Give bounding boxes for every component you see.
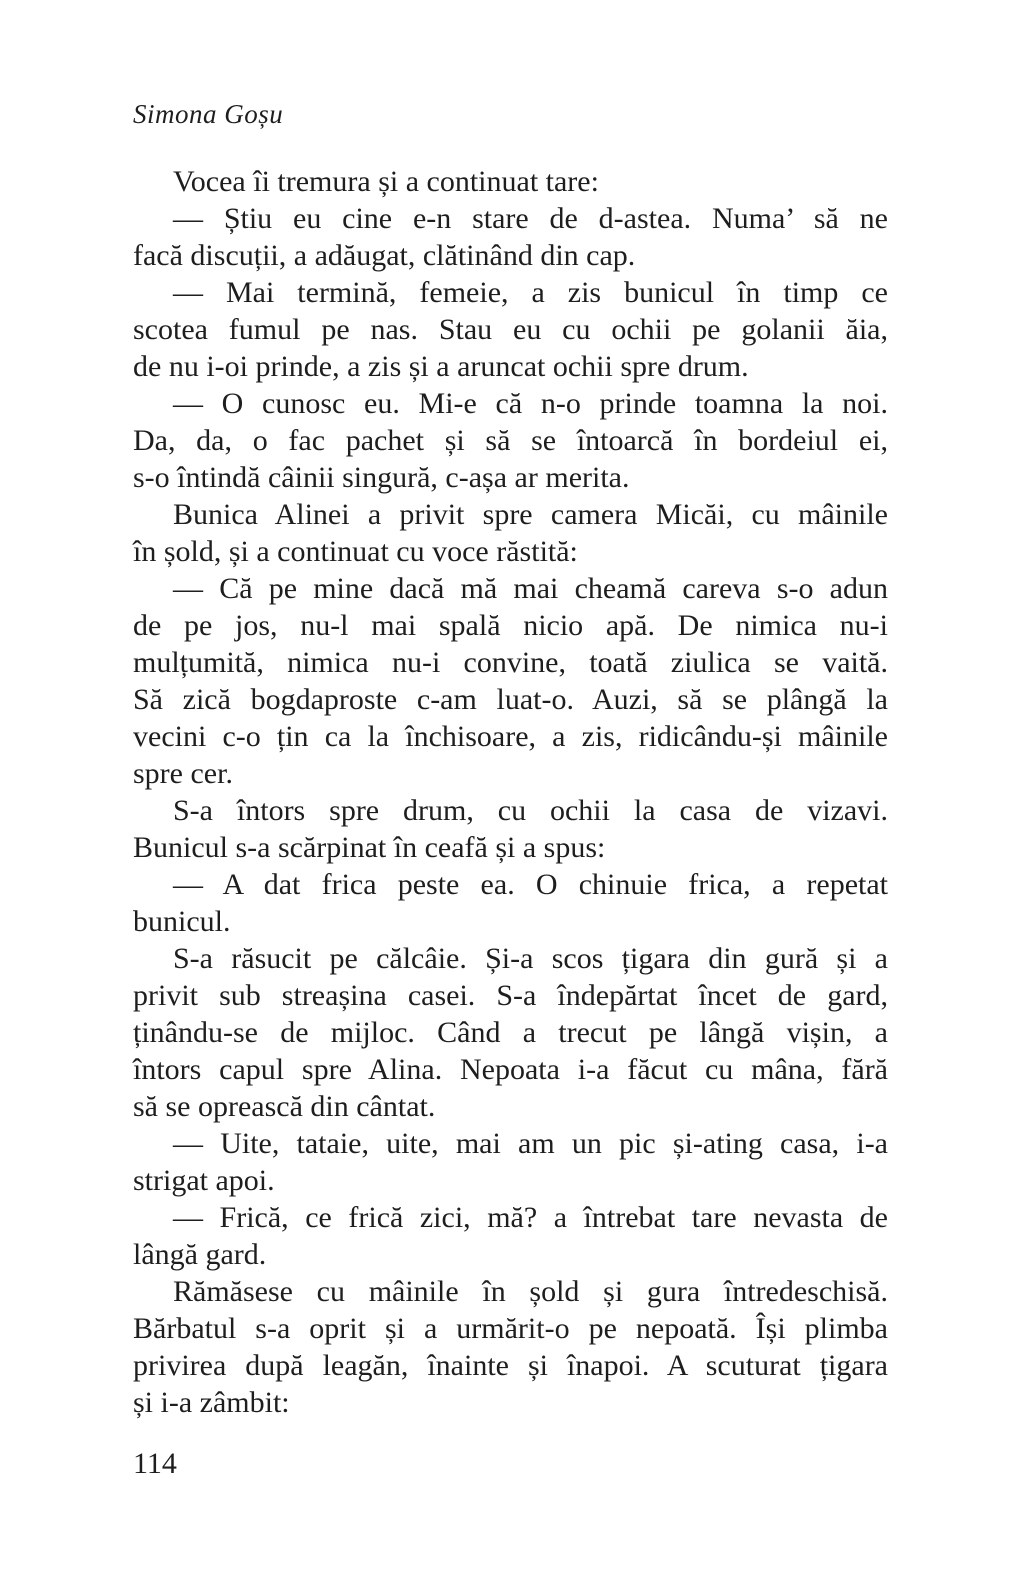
paragraph xyxy=(133,866,888,940)
text-line: strigat apoi. xyxy=(133,1164,275,1197)
text-line: S-a întors spre drum, cu ochii la casa de vizavi. xyxy=(173,794,888,827)
text-line: lângă gard. xyxy=(133,1238,267,1271)
text-line: — O cunosc eu. Mi-e că n-o prinde toamna la noi. xyxy=(173,387,888,420)
paragraph xyxy=(133,940,888,1125)
text-line: în șold, și a continuat cu voce răstită: xyxy=(133,535,578,568)
paragraph xyxy=(133,1273,888,1421)
paragraph xyxy=(133,1199,888,1273)
text-line: privirea după leagăn, înainte și înapoi. A scuturat țigara xyxy=(133,1349,888,1382)
text-line: spre cer. xyxy=(133,757,233,790)
text-line: vecini c-o țin ca la închisoare, a zis, ridicându-și mâinile xyxy=(133,720,888,753)
text-line: Bunica Alinei a privit spre camera Micăi, cu mâinile xyxy=(173,498,888,531)
paragraph xyxy=(133,496,888,570)
paragraph xyxy=(133,200,888,274)
text-line: facă discuții, a adăugat, clătinând din cap. xyxy=(133,239,636,272)
text-line: — Că pe mine dacă mă mai cheamă careva s-o adun xyxy=(173,572,888,605)
text-line: — Frică, ce frică zici, mă? a întrebat tare nevasta de xyxy=(173,1201,888,1234)
text-line: s-o întindă câinii singură, c-așa ar merita. xyxy=(133,461,630,494)
text-line: mulțumită, nimica nu-i convine, toată ziulica se vaită. xyxy=(133,646,888,679)
text-line: să se oprească din cântat. xyxy=(133,1090,436,1123)
text-line: Să zică bogdaproste c-am luat-o. Auzi, să se plângă la xyxy=(133,683,888,716)
paragraph xyxy=(133,570,888,792)
text-line: — Știu eu cine e-n stare de d-astea. Numa’ să ne xyxy=(173,202,888,235)
body-text xyxy=(133,163,888,1421)
text-line: — A dat frica peste ea. O chinuie frica, a repetat xyxy=(173,868,888,901)
paragraph xyxy=(133,385,888,496)
text-line: scotea fumul pe nas. Stau eu cu ochii pe golanii ăia, xyxy=(133,313,888,346)
text-line: — Uite, tataie, uite, mai am un pic și-ating casa, i-a xyxy=(173,1127,888,1160)
text-line: Bărbatul s-a oprit și a urmărit-o pe nepoată. Își plimba xyxy=(133,1312,888,1345)
text-line: — Mai termină, femeie, a zis bunicul în timp ce xyxy=(173,276,888,309)
paragraph xyxy=(133,274,888,385)
paragraph xyxy=(133,1125,888,1199)
text-line: privit sub streașina casei. S-a îndepărtat încet de gard, xyxy=(133,979,888,1012)
text-line: S-a răsucit pe călcâie. Și-a scos țigara din gură și a xyxy=(173,942,888,975)
text-line: Da, da, o fac pachet și să se întoarcă în bordeiul ei, xyxy=(133,424,888,457)
paragraph xyxy=(133,792,888,866)
text-line: Bunicul s-a scărpinat în ceafă și a spus: xyxy=(133,831,606,864)
text-line: ținându-se de mijloc. Când a trecut pe lângă vișin, a xyxy=(133,1016,888,1049)
text-line: de pe jos, nu-l mai spală nicio apă. De nimica nu-i xyxy=(133,609,888,642)
text-line: întors capul spre Alina. Nepoata i-a făcut cu mâna, fără xyxy=(133,1053,888,1086)
running-header-author: Simona Goșu xyxy=(133,99,284,129)
text-line: Rămăsese cu mâinile în șold și gura întredeschisă. xyxy=(173,1275,888,1308)
text-line: și i-a zâmbit: xyxy=(133,1386,290,1419)
text-line: Vocea îi tremura și a continuat tare: xyxy=(173,165,599,198)
page-number: 114 xyxy=(133,1447,177,1480)
paragraph xyxy=(133,163,888,200)
text-line: bunicul. xyxy=(133,905,231,938)
text-line: de nu i-oi prinde, a zis și a aruncat ochii spre drum. xyxy=(133,350,749,383)
